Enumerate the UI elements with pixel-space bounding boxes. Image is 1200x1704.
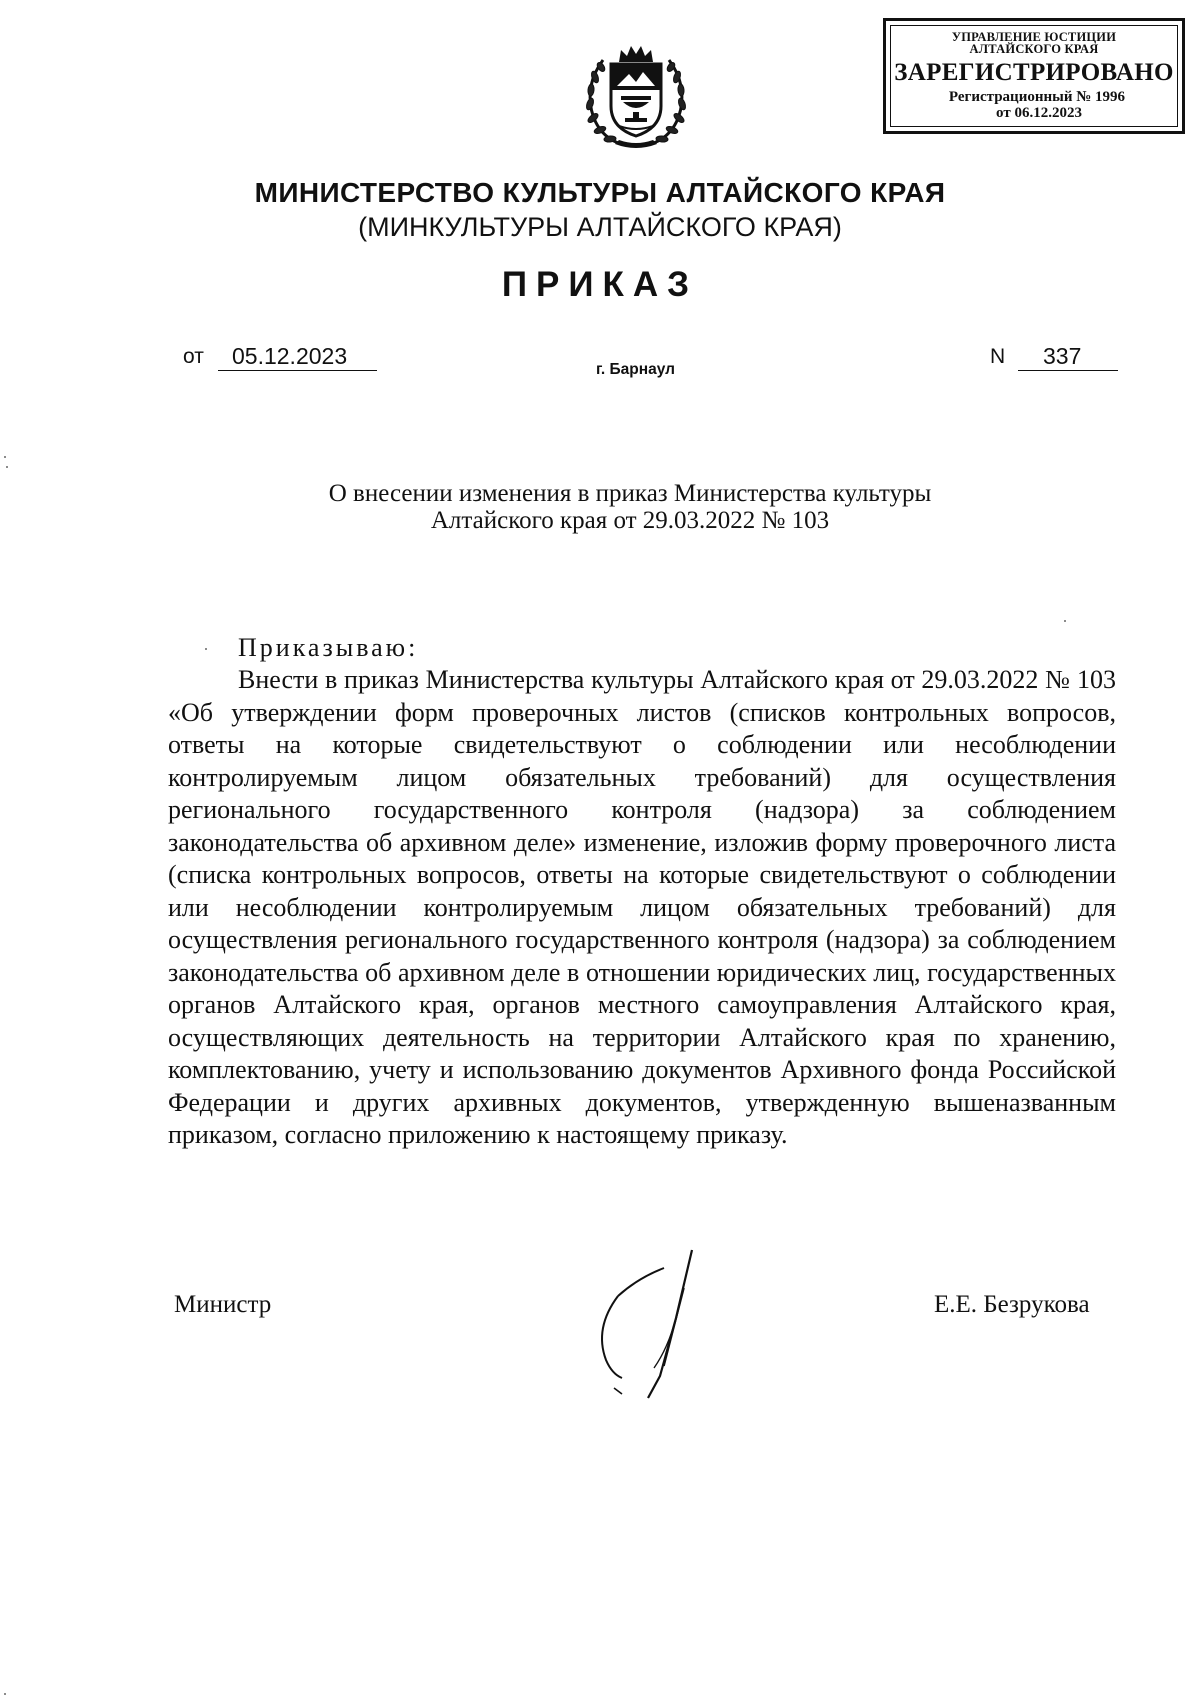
stamp-registration-number: Регистрационный № 1996 — [948, 89, 1126, 105]
order-directive: Приказываю: — [238, 633, 419, 662]
subject-line-2: Алтайского края от 29.03.2022 № 103 — [430, 507, 830, 534]
document-type-title: ПРИКАЗ — [501, 265, 699, 304]
handwritten-signature — [588, 1248, 708, 1400]
signatory-position: Министр — [174, 1291, 272, 1318]
scan-speck — [4, 1693, 6, 1695]
number-underline — [1018, 370, 1118, 371]
subject-line-1: О внесении изменения в приказ Министерства культуры — [328, 480, 932, 507]
ministry-name: МИНИСТЕРСТВО КУЛЬТУРЫ АЛТАЙСКОГО КРАЯ — [254, 177, 946, 208]
scan-speck — [205, 648, 207, 650]
scan-speck — [6, 466, 8, 468]
ministry-short-name: (МИНКУЛЬТУРЫ АЛТАЙСКОГО КРАЯ) — [358, 212, 842, 242]
registration-stamp-inner — [890, 25, 1178, 127]
date-underline — [218, 370, 377, 371]
number-label: N — [990, 345, 1006, 368]
signatory-name: Е.Е. Безрукова — [934, 1291, 1090, 1318]
stamp-org-line-1: УПРАВЛЕНИЕ ЮСТИЦИИ — [951, 30, 1117, 44]
order-number: 337 — [1043, 343, 1082, 369]
order-body-text: Внести в приказ Министерства культуры Алтайского края от 29.03.2022 № 103 «Об утверждении форм проверочных листов (списков контрольных вопросов, ответы на которые свидетельствуют о соблюдении или несоблюдении контролируемым лицом обязательных требований) для осуществления регионального государственного контроля (надзора) за соблюдением законодательства об архивном деле» изменение, изложив форму проверочного листа (списка контрольных вопросов, ответы на которые свидетельствуют о соблюдении или несоблюдении контролируемым лицом обязательных требований) для осуществления регионального государственного контроля (надзора) за соблюдением законодательства об архивном деле в отношении юридических лиц, государственных органов Алтайского края, органов местного самоуправления Алтайского края, осуществляющих деятельность на территории Алтайского края по хранению, комплектованию, учету и использованию документов Архивного фонда Российской Федерации и других архивных документов, утвержденную вышеназванным приказом, согласно приложению к настоящему приказу. — [168, 665, 1116, 1149]
scan-speck — [4, 456, 6, 458]
date-label: от — [183, 345, 204, 368]
order-date: 05.12.2023 — [232, 343, 348, 369]
city-name: г. Барнаул — [596, 361, 675, 378]
stamp-org-line-2: АЛТАЙСКОГО КРАЯ — [969, 42, 1099, 56]
scan-speck — [1064, 620, 1066, 622]
stamp-status: ЗАРЕГИСТРИРОВАНО — [894, 59, 1174, 86]
stamp-registration-date: от 06.12.2023 — [996, 105, 1082, 121]
coat-of-arms-icon — [581, 40, 691, 152]
order-subject — [0, 480, 1200, 534]
registration-stamp — [883, 18, 1185, 134]
